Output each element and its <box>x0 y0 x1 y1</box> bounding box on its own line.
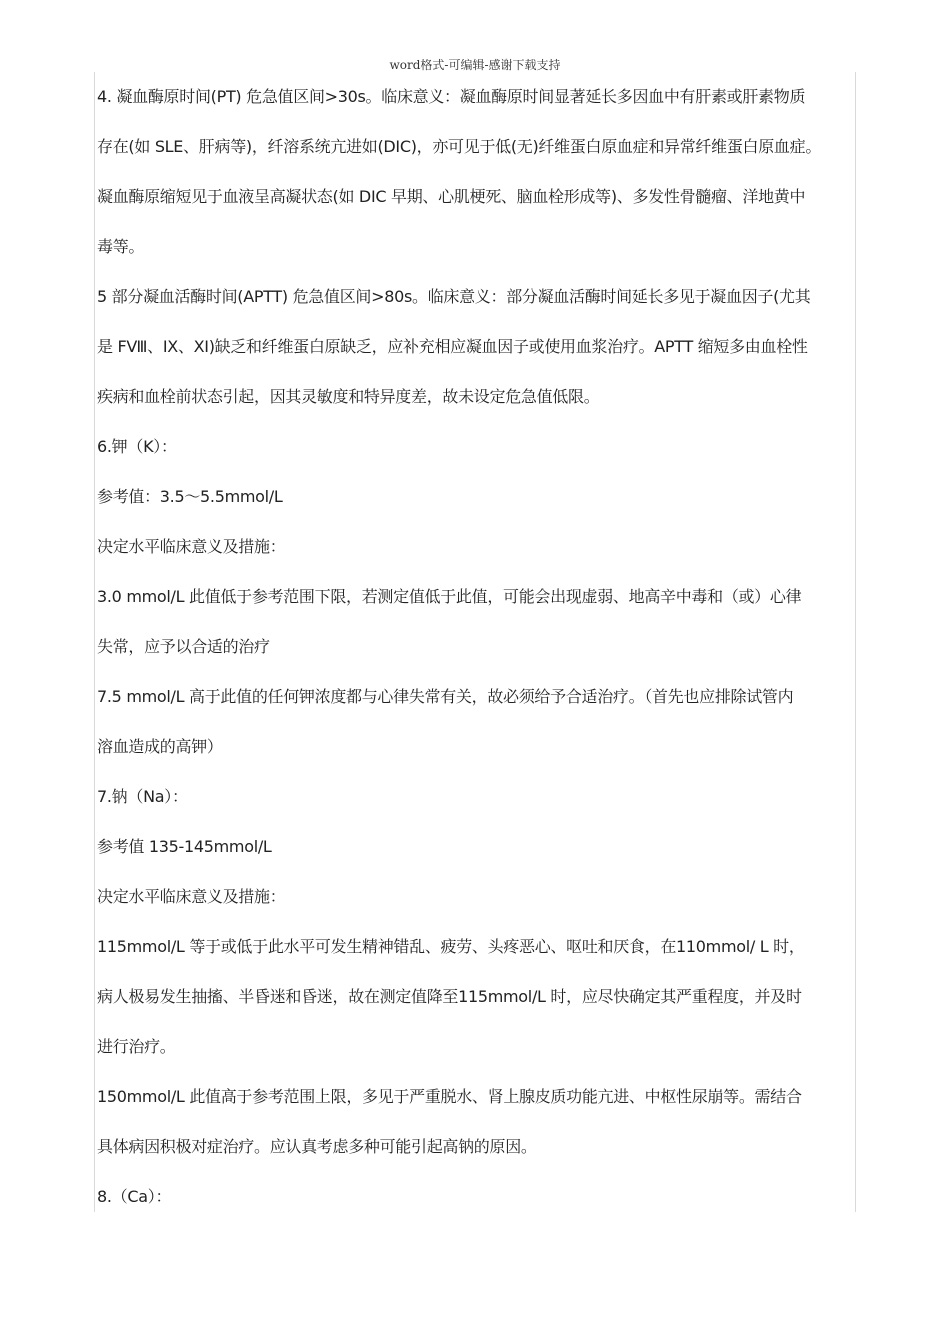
section-heading-sodium: 7.钠（Na）： <box>97 787 188 806</box>
text-line: 毒等。 <box>97 237 145 256</box>
text-line: 150mmol/L 此值高于参考范围上限，多见于严重脱水、肾上腺皮质功能亢进、中枢性尿崩等。需结合 <box>97 1087 802 1106</box>
text-line: 决定水平临床意义及措施： <box>97 537 286 556</box>
text-line: 进行治疗。 <box>97 1037 176 1056</box>
text-line: 5 部分凝血活酶时间(APTT) 危急值区间>80s。临床意义：部分凝血活酶时间延长多见于凝血因子(尤其 <box>97 287 811 306</box>
text-line: 具体病因积极对症治疗。应认真考虑多种可能引起高钠的原因。 <box>97 1137 537 1156</box>
text-line: 7.5 mmol/L 高于此值的任何钾浓度都与心律失常有关，故必须给予合适治疗。（首先也应排除试管内 <box>97 687 794 706</box>
text-line: 病人极易发生抽搐、半昏迷和昏迷，故在测定值降至115mmol/L 时，应尽快确定其严重程度，并及时 <box>97 987 802 1006</box>
text-line: 115mmol/L 等于或低于此水平可发生精神错乱、疲劳、头疼恶心、呕吐和厌食，在110mmol/ L 时， <box>97 937 805 956</box>
text-line: 参考值：3.5～5.5mmol/L <box>97 487 283 506</box>
text-line: 4. 凝血酶原时间(PT) 危急值区间>30s。临床意义：凝血酶原时间显著延长多因血中有肝素或肝素物质 <box>97 87 806 106</box>
text-line: 疾病和血栓前状态引起，因其灵敏度和特异度差，故未设定危急值低限。 <box>97 387 600 406</box>
document-body <box>97 72 853 1222</box>
text-line: 存在(如 SLE、肝病等)，纤溶系统亢进如(DIC)，亦可见于低(无)纤维蛋白原血症和异常纤维蛋白原血症。 <box>97 137 822 156</box>
text-line: 参考值 135-145mmol/L <box>97 837 272 856</box>
text-line: 3.0 mmol/L 此值低于参考范围下限，若测定值低于此值，可能会出现虚弱、地高辛中毒和（或）心律 <box>97 587 802 606</box>
section-heading-calcium: 8.（Ca）： <box>97 1187 172 1206</box>
text-line: 是 FⅧ、IX、XI)缺乏和纤维蛋白原缺乏，应补充相应凝血因子或使用血浆治疗。APTT 缩短多由血栓性 <box>97 337 808 356</box>
text-line: 溶血造成的高钾） <box>97 737 223 756</box>
text-line: 失常，应予以合适的治疗 <box>97 637 270 656</box>
section-heading-potassium: 6.钾（K）： <box>97 437 177 456</box>
page-header: word格式-可编辑-感谢下载支持 <box>389 58 561 72</box>
text-line: 决定水平临床意义及措施： <box>97 887 286 906</box>
text-line: 凝血酶原缩短见于血液呈高凝状态(如 DIC 早期、心肌梗死、脑血栓形成等)、多发性骨髓瘤、洋地黄中 <box>97 187 806 206</box>
